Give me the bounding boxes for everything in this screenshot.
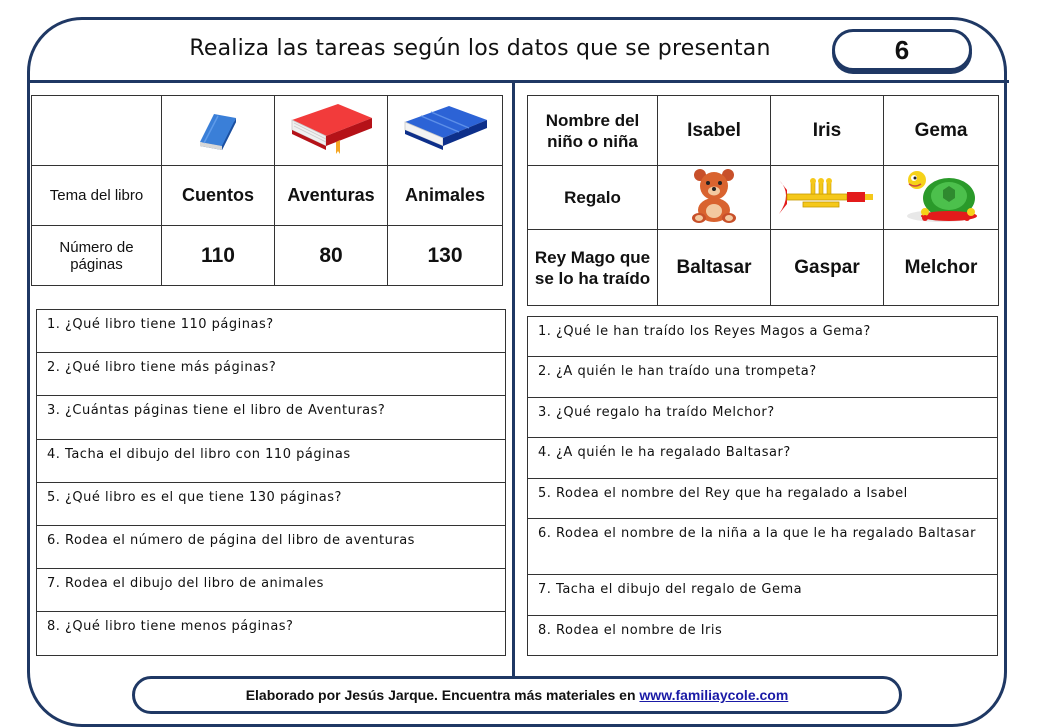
question-row: 5. Rodea el nombre del Rey que ha regalado a Isabel (528, 479, 998, 519)
book-blue-big-cell (388, 96, 503, 166)
trumpet-icon (777, 170, 877, 220)
king-cell: Melchor (884, 230, 999, 306)
books-table (31, 95, 503, 286)
gifts-table (527, 95, 999, 306)
toy-turtle-icon (901, 166, 981, 224)
question-row: 6. Rodea el número de página del libro de aventuras (37, 526, 506, 569)
pages-row-label: Número de páginas (32, 226, 162, 286)
question-row: 8. Rodea el nombre de Iris (528, 616, 998, 656)
king-cell: Gaspar (771, 230, 884, 306)
child-name-cell: Gema (884, 96, 999, 166)
child-name-header: Nombre del niño o niña (528, 96, 658, 166)
king-row-label: Rey Mago que se lo ha traído (528, 230, 658, 306)
question-row: 1. ¿Qué le han traído los Reyes Magos a Gema? (528, 317, 998, 357)
teddy-bear-icon (686, 166, 742, 224)
pages-cell: 130 (388, 226, 503, 286)
question-row: 3. ¿Qué regalo ha traído Melchor? (528, 398, 998, 438)
topic-cell: Animales (388, 166, 503, 226)
question-row: 4. Tacha el dibujo del libro con 110 páginas (37, 440, 506, 483)
question-row: 2. ¿Qué libro tiene más páginas? (37, 353, 506, 396)
book-red-cell (275, 96, 388, 166)
page-title: Realiza las tareas según los datos que se presentan (189, 36, 771, 61)
right-questions-table (527, 316, 998, 656)
gift-row-label: Regalo (528, 166, 658, 230)
topic-cell: Aventuras (275, 166, 388, 226)
question-row: 7. Tacha el dibujo del regalo de Gema (528, 575, 998, 616)
question-row: 5. ¿Qué libro es el que tiene 130 páginas? (37, 483, 506, 526)
header-divider (28, 80, 1009, 83)
king-cell: Baltasar (658, 230, 771, 306)
gift-cell (884, 166, 999, 230)
books-corner-cell (32, 96, 162, 166)
footer-text: Elaborado por Jesús Jarque. Encuentra más materiales en (245, 687, 636, 703)
sheet-number-badge: 6 (832, 29, 972, 71)
question-row: 3. ¿Cuántas páginas tiene el libro de Aventuras? (37, 396, 506, 440)
question-row: 4. ¿A quién le ha regalado Baltasar? (528, 438, 998, 479)
footer-link[interactable]: www.familiaycole.com (639, 687, 789, 703)
child-name-cell: Iris (771, 96, 884, 166)
column-divider (512, 82, 515, 678)
question-row: 8. ¿Qué libro tiene menos páginas? (37, 612, 506, 656)
child-name-cell: Isabel (658, 96, 771, 166)
blue-book-icon (192, 102, 244, 154)
gift-cell (771, 166, 884, 230)
pages-cell: 110 (162, 226, 275, 286)
gift-cell (658, 166, 771, 230)
left-questions-table (36, 309, 506, 656)
question-row: 6. Rodea el nombre de la niña a la que le ha regalado Baltasar (528, 519, 998, 575)
footer-credit (132, 676, 902, 714)
pages-cell: 80 (275, 226, 388, 286)
blue-big-book-icon (401, 100, 489, 156)
question-row: 7. Rodea el dibujo del libro de animales (37, 569, 506, 612)
question-row: 2. ¿A quién le han traído una trompeta? (528, 357, 998, 398)
red-book-icon (288, 100, 374, 156)
book-blue-small-cell (162, 96, 275, 166)
topic-row-label: Tema del libro (32, 166, 162, 226)
question-row: 1. ¿Qué libro tiene 110 páginas? (37, 310, 506, 353)
topic-cell: Cuentos (162, 166, 275, 226)
